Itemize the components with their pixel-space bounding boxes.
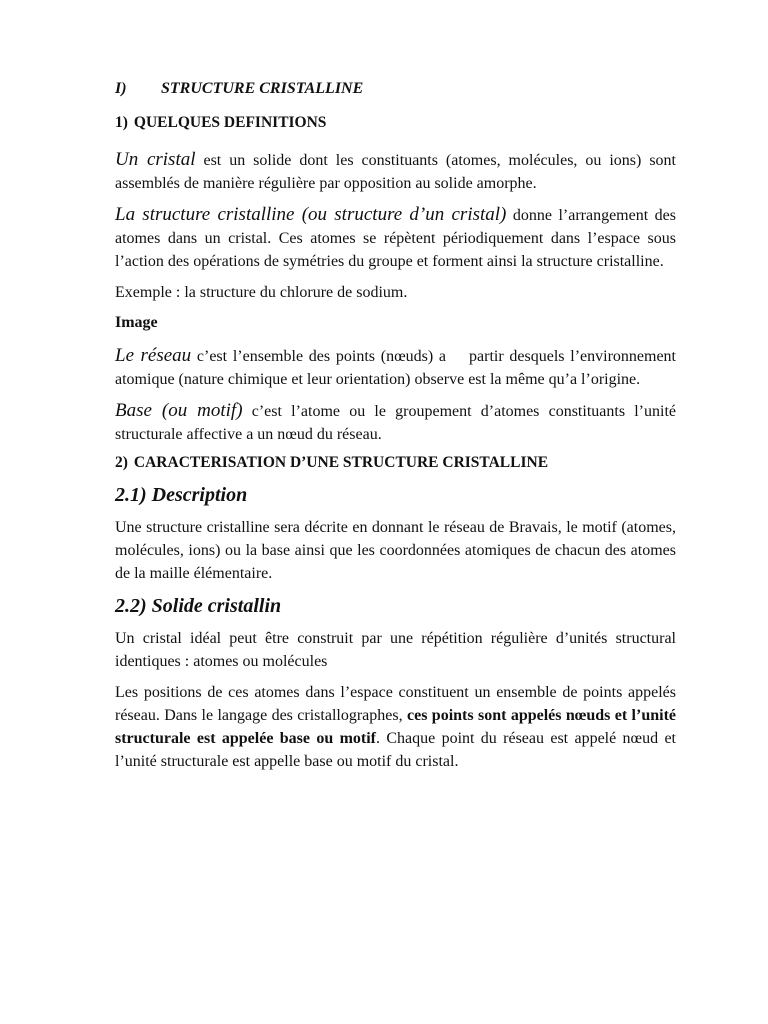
subsection-heading-description: 2.1) Description xyxy=(115,484,248,506)
chapter-number: I) xyxy=(115,80,127,97)
paragraph-description: Une structure cristalline sera décrite en donnant le réseau de Bravais, le motif (atomes, molécules, ions) ou la base ainsi que les coordonnées atomiques de chacun des atomes de la maille élémentaire. xyxy=(115,519,676,582)
paragraph-exemple: Exemple : la structure du chlorure de sodium. xyxy=(115,284,408,301)
paragraph-positions xyxy=(115,681,676,773)
paragraph-text: c’est l’ensemble des points (nœuds) a partir desquels l’environnement atomique (nature chimique et leur orientation) observe est la même qu’a l’origine. xyxy=(115,348,681,388)
paragraph-text: c’est l’atome ou le groupement d’atomes constituants l’unité structurale affective a un nœud du réseau. xyxy=(115,403,676,443)
paragraph-cristal xyxy=(115,148,676,195)
section-heading-definitions xyxy=(115,114,676,132)
document-page xyxy=(115,80,681,781)
paragraph-text: Les positions de ces atomes dans l’espace constituent un ensemble de points appelés réseau. Dans le langage des cristallographes, xyxy=(115,684,676,724)
chapter-heading xyxy=(115,80,676,100)
term-cristal: Un cristal xyxy=(115,149,196,170)
paragraph-text: . Chaque point du réseau est appelé nœud et l’unité structurale est appelle base ou motif du cristal. xyxy=(115,730,677,770)
term-reseau: Le réseau xyxy=(115,345,192,366)
section-number: 2) xyxy=(115,454,128,471)
paragraph-structure xyxy=(115,203,676,273)
section-title: QUELQUES DEFINITIONS xyxy=(133,114,327,131)
image-label: Image xyxy=(115,314,158,331)
section-heading-caracterisation xyxy=(115,454,676,472)
term-base: Base (ou motif) xyxy=(115,400,243,421)
chapter-title: STRUCTURE CRISTALLINE xyxy=(161,80,364,97)
subsection-heading-solide: 2.2) Solide cristallin xyxy=(115,595,282,617)
paragraph-reseau xyxy=(115,344,681,391)
section-number: 1) xyxy=(115,114,128,131)
paragraph-ideal: Un cristal idéal peut être construit par une répétition régulière d’unités structural identiques : atomes ou molécules xyxy=(115,630,676,670)
section-title: CARACTERISATION D’UNE STRUCTURE CRISTALLINE xyxy=(133,454,549,471)
paragraph-base xyxy=(115,399,676,446)
term-structure: La structure cristalline (ou structure d’un cristal) xyxy=(115,204,507,225)
paragraph-text: donne l’arrangement des atomes dans un cristal. Ces atomes se répètent périodiquement dans l’espace sous l’action des opérations de symétries du groupe et forment ainsi la structure cristalline. xyxy=(115,207,676,270)
paragraph-text: est un solide dont les constituants (atomes, molécules, ou ions) sont assemblés de manière régulière par opposition au solide amorphe. xyxy=(115,152,676,192)
paragraph-bold-text: ces points sont appelés nœuds et l’unité structurale est appelée base ou motif xyxy=(115,707,677,747)
